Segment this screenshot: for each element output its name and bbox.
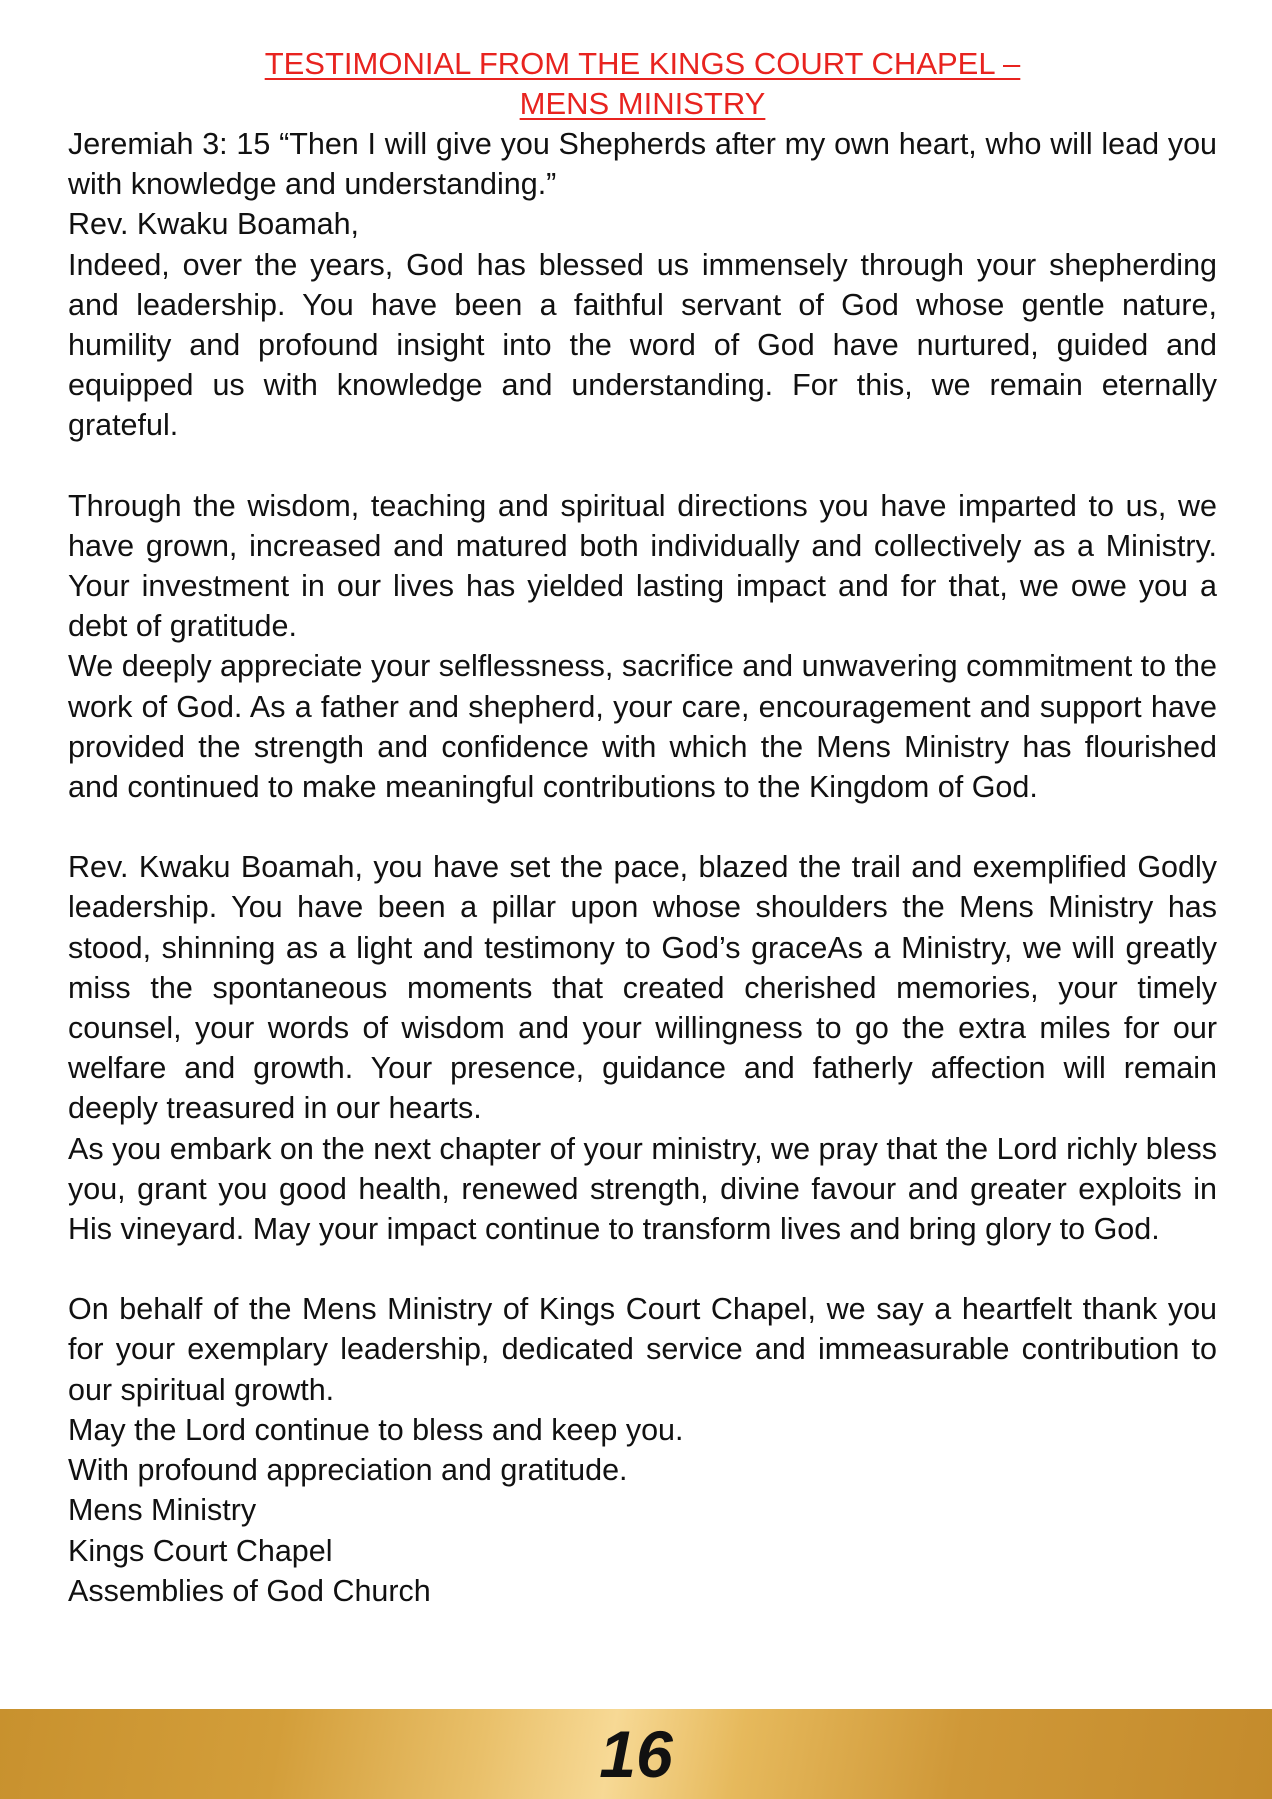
paragraph-gap — [68, 1249, 1217, 1289]
paragraph-gap — [68, 446, 1217, 486]
title-line-2: MENS MINISTRY — [519, 86, 766, 121]
signature-ministry: Mens Ministry — [68, 1493, 257, 1528]
paragraph-2: Through the wisdom, teaching and spiritual directions you have imparted to us, we have grown, increased and matured both individually and collectively as a Ministry. Your investment in our lives has yielded lasting impact and for that, we owe you a debt of gratitude. — [68, 488, 1217, 644]
signature-chapel: Kings Court Chapel — [68, 1533, 333, 1568]
document-title — [68, 44, 1217, 124]
paragraph-3: We deeply appreciate your selflessness, sacrifice and unwavering commitment to the work of God. As a father and shepherd, your care, encouragement and support have provided the strength and confidence with which the Mens Ministry has flourished and continued to make meaningful contributions to the Kingdom of God. — [68, 649, 1217, 805]
document-body — [68, 44, 1217, 1611]
page-number: 16 — [599, 1717, 673, 1791]
closing-line-2: With profound appreciation and gratitude. — [68, 1453, 628, 1488]
closing-line-1: May the Lord continue to bless and keep you. — [68, 1412, 684, 1447]
paragraph-6: On behalf of the Mens Ministry of Kings Court Chapel, we say a heartfelt thank you for your exemplary leadership, dedicated service and immeasurable contribution to our spiritual growth. — [68, 1292, 1217, 1407]
signature-church: Assemblies of God Church — [68, 1573, 431, 1608]
paragraph-1: Indeed, over the years, God has blessed us immensely through your shepherding and leadership. You have been a faithful servant of God whose gentle nature, humility and profound insight into the word of God have nurtured, guided and equipped us with knowledge and understanding. For this, we remain eternally grateful. — [68, 247, 1217, 443]
paragraph-5: As you embark on the next chapter of your ministry, we pray that the Lord richly bless you, grant you good health, renewed strength, divine favour and greater exploits in His vineyard. May your impact continue to transform lives and bring glory to God. — [68, 1131, 1217, 1247]
salutation: Rev. Kwaku Boamah, — [68, 207, 360, 242]
paragraph-4: Rev. Kwaku Boamah, you have set the pace, blazed the trail and exemplified Godly leadership. You have been a pillar upon whose shoulders the Mens Ministry has stood, shinning as a light and testimony to God’s graceAs a Ministry, we will greatly miss the spontaneous moments that created cherished memories, your timely counsel, your words of wisdom and your willingness to go the extra miles for our welfare and growth. Your presence, guidance and fatherly affection will remain deeply treasured in our hearts. — [68, 850, 1217, 1126]
title-line-1: TESTIMONIAL FROM THE KINGS COURT CHAPEL – — [264, 46, 1021, 81]
scripture-verse: Jeremiah 3: 15 “Then I will give you Shepherds after my own heart, who will lead you with knowledge and understanding.” — [68, 127, 1217, 202]
paragraph-gap — [68, 807, 1217, 847]
